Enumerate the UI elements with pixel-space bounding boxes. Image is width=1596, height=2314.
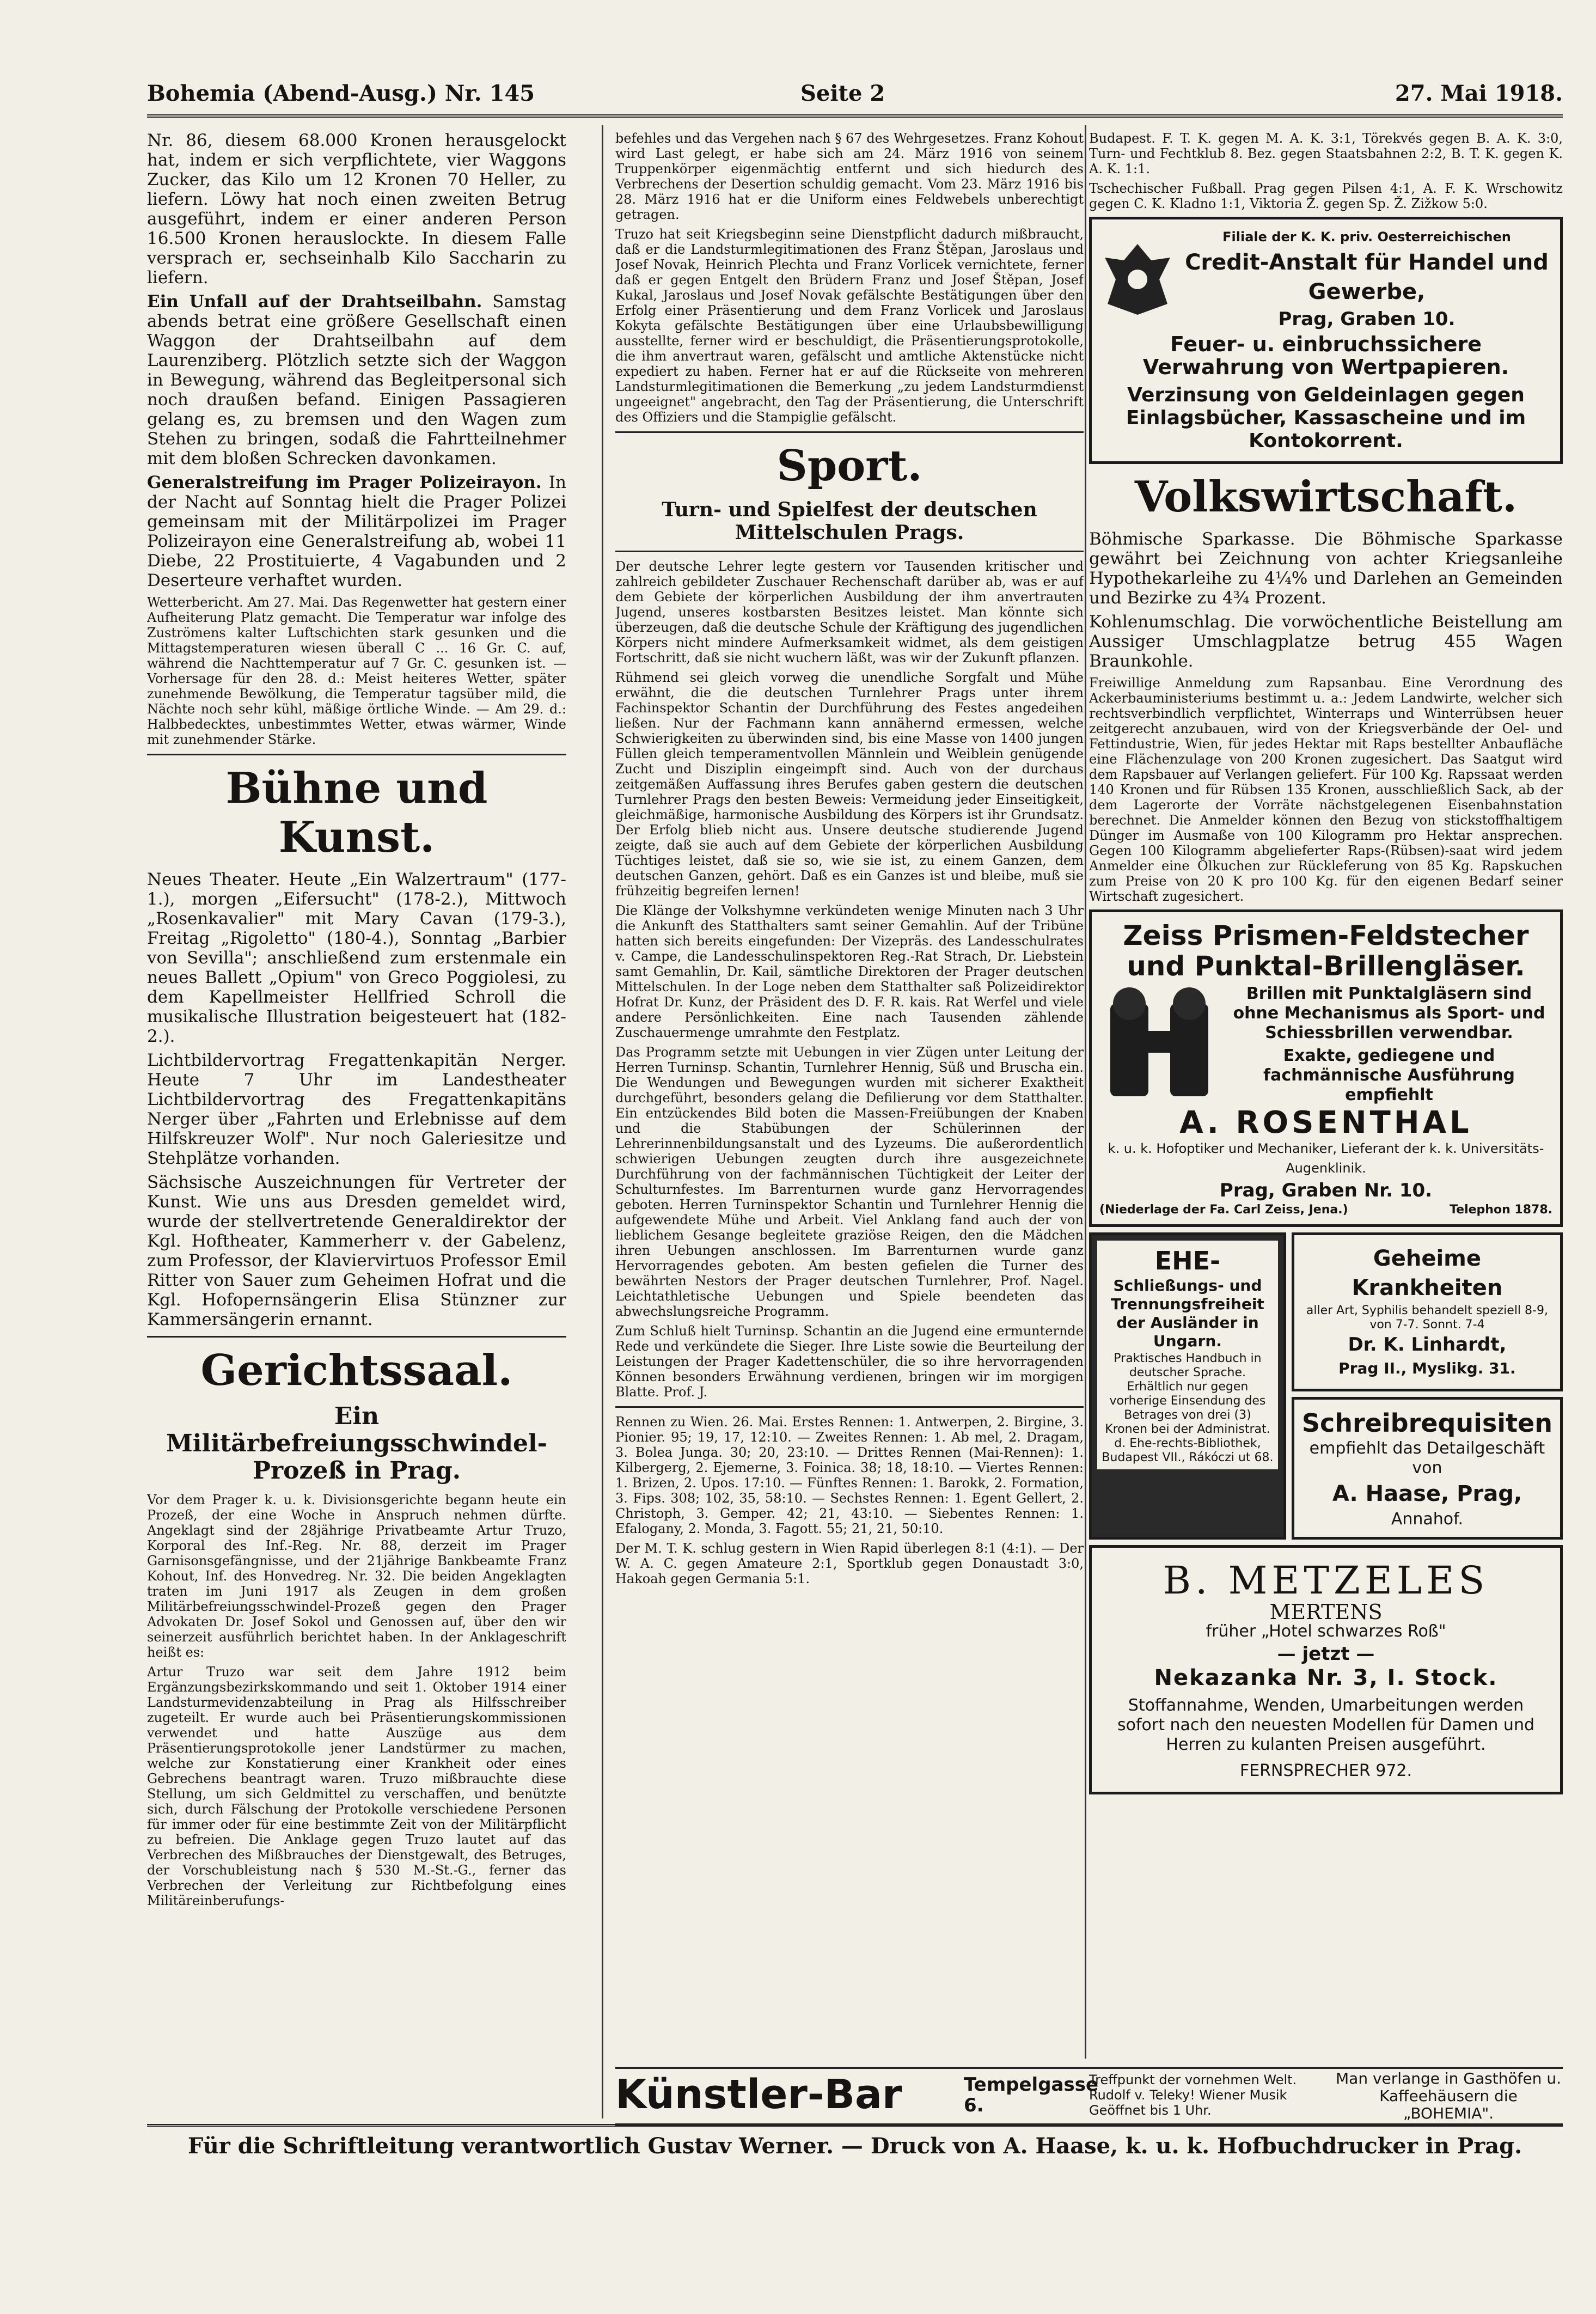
ad-line: A. ROSENTHAL (1179, 1105, 1472, 1140)
football-results: Tschechischer Fußball. Prag gegen Pilsen 4:1, A. F. K. Wrschowitz gegen C. K. Kladno 1:1, Viktoria Ž. gegen Sp. Ž. Zižkow 5:0. (1089, 181, 1563, 211)
ad-line: FERNSPRECHER 972. (1239, 1761, 1412, 1780)
ad-credit-text (1181, 227, 1552, 332)
section-title-volk: Volkswirtschaft. (1134, 472, 1518, 522)
section-title-sport: Sport. (776, 441, 922, 491)
ad-line: Exakte, gediegene und fachmännische Ausführung empfiehlt (1263, 1046, 1515, 1104)
ad-line: Schließungs- und Trennungsfreiheit der Ausländer in Ungarn. (1111, 1277, 1264, 1350)
header-masthead: Bohemia (Abend-Ausg.) Nr. 145 (147, 81, 535, 106)
ad-zeiss (1089, 909, 1563, 1227)
ad-krankheiten (1292, 1232, 1563, 1391)
ad-line: Stoffannahme, Wenden, Umarbeitungen werden sofort nach den neuesten Modellen für Damen und Herren zu kulanten Preisen ausgeführt. (1117, 1696, 1534, 1754)
ad-credit-anstalt (1089, 217, 1563, 464)
header-page-number: Seite 2 (800, 81, 885, 106)
divider (615, 1406, 1084, 1408)
header-date: 27. Mai 1918. (1395, 81, 1563, 106)
lecture-notice: Lichtbildervortrag Fregattenkapitän Nerger. Heute 7 Uhr im Landestheater Lichtbildervortrag des Fregattenkapitäns Nerger über „Fahrten und Erlebnisse auf dem Hilfskreuzer Wolf". Nur noch Galeriesitze und Stehplätze vorhanden. (147, 1051, 566, 1168)
article-headline: Ein Militärbefreiungsschwindel-Prozeß in Prag. (166, 1402, 547, 1485)
ad-credit-top (1099, 227, 1552, 332)
newspaper-page (147, 76, 1563, 2178)
football-results: Der M. T. K. schlug gestern in Wien Rapid überlegen 8:1 (4:1). — Der W. A. C. gegen Amateure 2:1, Sportklub gegen Donaustadt 3:0, Hakoah gegen Germania 5:1. (615, 1541, 1084, 1586)
ad-line: Prag, Graben Nr. 10. (1219, 1180, 1433, 1201)
ad-line: Dr. K. Linhardt, (1348, 1334, 1507, 1356)
ad-line: Zeiss Prismen-Feldstecher (1123, 920, 1529, 951)
ad-line: Verzinsung von Geldeinlagen gegen Einlagsbücher, Kassascheine und im Kontokorrent. (1126, 384, 1526, 452)
kuenstler-bar-address: Tempelgasse 6. (964, 2074, 1099, 2116)
divider (615, 551, 1084, 552)
football-results: Budapest. F. T. K. gegen M. A. K. 3:1, Törekvés gegen B. A. K. 3:0, Turn- und Fechtklub 8. Bez. gegen Staatsbahnen 2:2, B. T. K. gegen K. A. K. 1:1. (1089, 131, 1563, 176)
ad-line: früher „Hotel schwarzes Roß" (1206, 1622, 1446, 1641)
theater-notice: Neues Theater. Heute „Ein Walzertraum" (177-1.), morgen „Eifersucht" (178-2.), Mittwoch „Rosenkavalier" mit Mary Cavan (179-3.), Freitag „Rigoletto" (180-4.), Sonntag „Barbier von Sevilla"; anschließend zum erstenmale ein neues Ballett „Opium" von Greco Poggiolesi, zu dem Kapellmeister Hellfried Schroll die musikalische Illustration beigesteuert hat (182-2.). (147, 870, 566, 1046)
ad-line: Schreibrequisiten (1301, 1408, 1552, 1438)
ad-line: Filiale der K. K. priv. Oesterreichischen (1222, 229, 1511, 245)
article-headline: Turn- und Spielfest der deutschen Mittelschulen Prags. (662, 498, 1037, 544)
column-1 (147, 131, 566, 2102)
award-notice: Sächsische Auszeichnungen für Vertreter der Kunst. Wie uns aus Dresden gemeldet wird, wurde der stellvertretende Generaldirektor der Kgl. Hoftheater, Kammerherr v. der Gabelenz, zum Professor, der Klaviervirtuos Professor Emil Ritter von Sauer zum Geheimen Hofrat und die Kgl. Hofopernsängerin Elisa Stünzner zur Kammersängerin ernannt. (147, 1173, 566, 1329)
ad-zeiss-body (1099, 982, 1552, 1107)
ad-line: EHE- (1154, 1246, 1221, 1275)
article-text: Freiwillige Anmeldung zum Rapsanbau. Eine Verordnung des Ackerbauministeriums bestimmt u. a.: Jedem Landwirte, welcher sich rechtsverbindlich verpflichtet, Winterraps und Winterrübsen heuer zeitgerecht anzubauen, wird von der Kriegsverbände der Oel- und Fettindustrie, Wien, für jedes Hektar mit Raps bestellter Anbaufläche eine Flächenzulage von 200 Kronen zugesichert. Das Saatgut wird dem Rapsbauer auf Verlangen geliefert. Für 100 Kg. Rapssaat werden 140 Kronen und für Rübsen 135 Kronen, ausschließlich Sack, ab der dem Lagerorte der Vorräte nächstgelegenen Eisenbahnstation berechnet. Die Anmelder können den Bezug von stickstoffhaltigem Dünger im Ausmaße von 100 Kilogramm pro Hektar ansprechen. Gegen 100 Kilogramm abgelieferter Raps-(Rübsen)-saat wird jedem Anmelder eine Ölkuchen zur Rückleferung von 85 Kg. Rapskuchen zum Preise von 20 K pro 100 Kg. für den eigenen Bedarf seiner Wirtschaft zugesichert. (1089, 675, 1563, 904)
binoculars-icon (1099, 982, 1219, 1107)
imprint-footer: Für die Schriftleitung verantwortlich Gustav Werner. — Druck von A. Haase, k. u. k. Hofbuchdrucker in Prag. (147, 2124, 1563, 2159)
article-text: befehles und das Vergehen nach § 67 des Wehrgesetzes. Franz Kohout wird Last gelegt, er habe sich am 24. März 1916 von seinem Truppenkörper eigenmächtig entfernt und sich hiedurch des Verbrechens der Desertion schuldig gemacht. Vom 23. März 1916 bis 28. März 1916 hat er die Uniform eines Feldwebels unberechtigt getragen. (615, 131, 1084, 222)
article-text (147, 473, 566, 590)
article-text: Der deutsche Lehrer legte gestern vor Tausenden kritischer und zahlreich gebildeter Zuschauer Rechenschaft darüber ab, was er auf dem Gebiete der körperlichen Ausbildung der ihm anvertrauten Jugend, unseres kostbarsten Besitzes leistet. Man könnte sich überzeugen, daß die deutsche Schule der Kräftigung des jugendlichen Körpers nicht mindere Aufmerksamkeit widmet, als dem geistigen Fortschritt, daß sie nicht wuchern läßt, was wir der Zukunft pflanzen. (615, 559, 1084, 665)
article-heading: Generalstreifung im Prager Polizeirayon. (147, 473, 542, 492)
ad-line: Prag, Graben 10. (1278, 308, 1456, 330)
bohemia-notice: Man verlange in Gasthöfen u. Kaffeehäusern die „BOHEMIA". (1336, 2069, 1561, 2122)
ad-line: B. METZELES (1163, 1558, 1489, 1603)
ad-line: Telephon 1878. (1450, 1203, 1552, 1217)
article-text: Vor dem Prager k. u. k. Divisionsgerichte begann heute ein Prozeß, der eine Woche in Anspruch nehmen dürfte. Angeklagt sind der 28jährige Privatbeamte Artur Truzo, Korporal des Inf.-Reg. Nr. 88, derzeit im Prager Garnisonsgefängnisse, und der 21jährige Bankbeamte Franz Kohout, Inf. des Honvedreg. Nr. 32. Die beiden Angeklagten traten im Juni 1917 als Zeugen in dem großen Militärbefreiungsschwindel-Prozeß gegen den Prager Advokaten Dr. Josef Sokol und Genossen auf, über den wir seinerzeit ausführlich berichtet haben. In der Anklageschrift heißt es: (147, 1492, 566, 1660)
ad-schreibrequisiten (1292, 1397, 1563, 1540)
ad-line: empfiehlt das Detailgeschäft von (1309, 1439, 1545, 1477)
article-text: Artur Truzo war seit dem Jahre 1912 beim Ergänzungsbezirkskommando und seit 1. Oktober 1914 einer Landsturmevidenzabteilung in Prag als Hilfsschreiber zugeteilt. Er wurde auch bei Präsentierungskommissionen verwendet und hatte Auszüge aus dem Präsentierungsprotokolle jener Landstürmer zu machen, welche zur Konstatierung einer Krankheit oder eines Gebrechens beantragt waren. Truzo mißbrauchte diese Stellung, um sich Geldmittel zu verschaffen, und benützte sich, durch Fälschung der Protokolle verschiedene Personen für immer oder für eine bestimmte Zeit von der Militärpflicht zu befreien. Die Anklage gegen Truzo lautet auf das Verbrechen des Mißbrauches der Dienstgewalt, des Betruges, der Vorschubleistung nach § 530 M.-St.-G., ferner das Verbrechen der Verleitung zur Richtbefolgung eines Militäreinberufungs- (147, 1664, 566, 1908)
article-heading: Ein Unfall auf der Drahtseilbahn. (147, 292, 482, 312)
article-text: Rühmend sei gleich vorweg die unendliche Sorgfalt und Mühe erwähnt, die die deutschen Turnlehrer Prags unter ihrem Fachinspektor Schantin der Durchführung des Festes angedeihen ließen. Nur der Fachmann kann annähernd ermessen, welche Schwierigkeiten zu überwinden sind, bis eine Masse von 1400 jungen Füllen gleich temperamentvollen Männlein und Weiblein genügende Zucht und Disziplin eingeimpft sind. Auch von der durchaus zeitgemäßen Auffassung ihres Berufes gaben gestern die deutschen Turnlehrer Prags den besten Beweis: Vermeidung jeder Einseitigkeit, gleichmäßige, harmonische Ausbildung des Körpers ist ihr Grundsatz. Der Erfolg blieb nicht aus. Unsere deutsche studierende Jugend zeigte, daß sie auch auf dem Gebiete der körperlichen Ausbildung Tüchtiges leistet, daß sie so, wie sie ist, zu einem Ganzen, dem deutschen Ganzen, gehört. Daß es ein Ganzes ist und bleibe, muß sie frühzeitig begreifen lernen! (615, 670, 1084, 899)
ad-zeiss-bottom (1099, 1203, 1552, 1217)
page-header (147, 76, 1563, 118)
kuenstler-bar-title: Künstler-Bar (615, 2071, 902, 2118)
column-3 (1089, 131, 1563, 2102)
eagle-crest-icon (1099, 239, 1176, 320)
ad-line: Geheime Krankheiten (1352, 1246, 1503, 1301)
kuenstler-bar-info: Treffpunkt der vornehmen Welt. Rudolf v. Teleky! Wiener Musik Geöffnet bis 1 Uhr. (1089, 2072, 1297, 2118)
article-text (147, 292, 566, 468)
article-text: Nr. 86, diesem 68.000 Kronen herausgelockt hat, indem er sich verpflichtete, vier Waggons Zucker, das Kilo um 12 Kronen 70 Heller, zu liefern. Löwy hat noch einen zweiten Betrug ausgeführt, indem er einer anderen Person 16.500 Kronen herauslockte. In diesem Falle versprach er, sechseinhalb Kilo Saccharin zu liefern. (147, 131, 566, 288)
ad-line: — jetzt — (1277, 1643, 1375, 1665)
ad-line: Credit-Anstalt für Handel und Gewerbe, (1185, 250, 1549, 304)
section-title-gericht: Gerichtssaal. (200, 1346, 513, 1395)
ad-line: Prag II., Myslikg. 31. (1338, 1359, 1516, 1377)
article-text: Das Programm setzte mit Uebungen in vier Zügen unter Leitung der Herren Turninsp. Schantin, Turnlehrer Hennig, Süß und Bruscha ein. Die Wendungen und Bewegungen wurden mit sicherer Exaktheit durchgeführt, besonders gelang die Defilierung vor dem Statthalter. Ein entzückendes Bild boten die Massen-Freiübungen der Knaben und die Stabübungen der Schülerinnen der Lehrerinnenbildungsanstalt und des Lyzeums. Die außerordentlich schwierigen Uebungen zeugten durch ihre ausgezeichnete Durchführung von der fachmännischen Tüchtigkeit der Leiter der Schulturnfestes. Im Barrenturnen wurde ganz Hervorragendes geboten. Herren Turninspektor Schantin und Turnlehrer Hennig die aufgewendete Mühe und Arbeit. Viel Anklang fand auch der von lieblichem Gesange begleitete graziöse Reigen, den die Mädchen ihren Uebungen anschlossen. Im Barrenturnen wurde ganz Hervorragendes geboten. Am besten gefielen die Turner des bewährten Nestors der Prager deutschen Turnlehrer, Prof. Nagel. Leichtathletische Uebungen und Spiele beendeten das abwechslungsreiche Programm. (615, 1045, 1084, 1319)
ad-stack (1292, 1232, 1563, 1540)
column-divider (602, 125, 603, 2118)
ad-ehe (1089, 1232, 1286, 1540)
ad-line: A. Haase, Prag, (1332, 1481, 1522, 1506)
ad-line: Brillen mit Punktalgläsern sind ohne Mechanismus als Sport- und Schiessbrillen verwendbar. (1233, 984, 1545, 1042)
article-body: In der Nacht auf Sonntag hielt die Prager Polizei gemeinsam mit der Militärpolizei im Prager Polizeirayon eine Generalstreifung ab, wobei 11 Diebe, 22 Prostituierte, 4 Vagabunden und 2 Deserteure verhaftet wurden. (147, 473, 566, 590)
article-text: Die Klänge der Volkshymne verkündeten wenige Minuten nach 3 Uhr die Ankunft des Statthalters samt seiner Gemahlin. Auf der Tribüne hatten sich bereits eingefunden: Der Vizepräs. des Landesschulrates v. Campe, die Landesschulinspektoren Reg.-Rat Strach, Dr. Liebstein samt Gemahlin, Dr. Kail, sämtliche Direktoren der Prager deutschen Mittelschulen. In der Loge neben dem Statthalter saß Polizeidirektor Hofrat Dr. Kunz, der Präsident des D. F. R. kais. Rat Werfel und viele andere Persönlichkeiten. Eine nach Tausenden zählende Zuschauermenge umrahmte den Festplatz. (615, 903, 1084, 1040)
article-text: Böhmische Sparkasse. Die Böhmische Sparkasse gewährt bei Zeichnung von achter Kriegsanleihe Hypothekarleihe zu 4¼% und Darlehen an Gemeinden und Bezirke zu 4¾ Prozent. (1089, 529, 1563, 608)
article-text: Truzo hat seit Kriegsbeginn seine Dienstpflicht dadurch mißbraucht, daß er die Landsturmlegitimationen des Franz Štěpan, Jaroslaus und Josef Novak, Heinrich Plechta und Franz Vorlicek vernichtete, ferner daß er gegen Entgelt den Brüdern Franz und Josef Štěpan, Josef Kukal, Jaroslaus und Josef Novak gefälschte Bestätigungen über den Erfolg einer Präsentierung und dem Franz Vorlicek und Jaroslaus Kokyta gefälschte Bestätigungen über eine Urlaubsbewilligung ausstellte, ferner wird er beschuldigt, die Präsentierungsprotokolle, die ihm anvertraut waren, gefälscht und amtliche Aktenstücke nicht expediert zu haben. Ferner hat er auf die Rückseite von mehreren Landsturmlegitimationen die Bemerkung „zu jedem Landsturmdienst ungeeignet" angebracht, den Tag der Präsentierung, die Unterschrift des Offiziers und die Stampiglie gefälscht. (615, 227, 1084, 425)
ad-line: Praktisches Handbuch in deutscher Sprache. Erhältlich nur gegen vorherige Einsendung des Betrages von drei (3) Kronen bei der Administrat. d. Ehe-rechts-Bibliothek, Budapest VII., Rákóczi ut 68. (1102, 1352, 1274, 1464)
column-2 (615, 131, 1084, 2113)
section-title-buehne: Bühne und Kunst. (225, 764, 488, 862)
ad-line: k. u. k. Hofoptiker und Mechaniker, Lieferant der k. k. Universitäts-Augenklinik. (1108, 1141, 1544, 1176)
article-text: Zum Schluß hielt Turninsp. Schantin an die Jugend eine ermunternde Rede und verkündete die Sieger. Ihre Liste sowie die Beurteilung der Leistungen der Prager Kadettenschüler, die so ihre hervorragenden Können besonders Erwähnung verdienen, bringen wir im morgigen Blatte. Prof. J. (615, 1323, 1084, 1400)
column-divider (1085, 125, 1086, 2059)
bottom-ad-bar (615, 2067, 1563, 2126)
ad-line: Nekazanka Nr. 3, I. Stock. (1154, 1665, 1498, 1690)
ad-line: Feuer- u. einbruchssichere Verwahrung von Wertpapieren. (1142, 332, 1509, 379)
article-body: Samstag abends betrat eine größere Gesellschaft einen Waggon der Drahtseilbahn auf dem Laurenziberg. Plötzlich setzte sich der Waggon in Bewegung, während das Begleitpersonal sich noch draußen befand. Einigen Passagieren gelang es, zu bremsen und den Wagen zum Stehen zu bringen, sodaß die Fahrtteilnehmer mit dem bloßen Schrecken davonkamen. (147, 292, 566, 468)
article-text: Kohlenumschlag. Die vorwöchentliche Beistellung am Aussiger Umschlagplatze betrug 455 Wagen Braunkohle. (1089, 612, 1563, 671)
ad-line: und Punktal-Brillengläser. (1127, 950, 1525, 982)
ad-zeiss-text (1226, 984, 1552, 1105)
weather-report: Wetterbericht. Am 27. Mai. Das Regenwetter hat gestern einer Aufheiterung Platz gemacht. Die Temperatur war infolge des Zuströmens kalter Luftschichten stark gesunken und die Mittagstemperaturen wiesen überall C ... 16 Gr. C. auf, während die Nachttemperatur auf 7 Gr. C. gesunken ist. — Vorhersage für den 28. d.: Meist heiteres Wetter, später zunehmende Bewölkung, die Temperatur tagsüber mild, die Nächte noch sehr kühl, mäßige örtliche Winde. — Am 29. d.: Halbbedecktes, unbestimmtes Wetter, etwas wärmer, Winde mit zunehmender Stärke. (147, 595, 566, 747)
divider (615, 431, 1084, 433)
ad-line: (Niederlage der Fa. Carl Zeiss, Jena.) (1099, 1203, 1348, 1217)
ad-line: Annahof. (1391, 1510, 1464, 1529)
ad-ehe-inner (1097, 1241, 1278, 1469)
divider (147, 754, 566, 755)
ad-metzeles (1089, 1545, 1563, 1794)
ad-line: MERTENS (1269, 1600, 1383, 1624)
divider (147, 1336, 566, 1338)
ad-line: aller Art, Syphilis behandelt speziell 8-9, von 7-7. Sonnt. 7-4 (1306, 1304, 1548, 1332)
ad-row (1089, 1232, 1563, 1540)
race-results: Rennen zu Wien. 26. Mai. Erstes Rennen: 1. Antwerpen, 2. Birgine, 3. Pionier. 95; 19, 17, 12:10. — Zweites Rennen: 1. Ab mel, 2. Dragam, 3. Bolea Junga. 30; 20, 23:10. — Drittes Rennen (Mai-Rennen): 1. Kilbergerg, 2. Ejemerne, 3. Foinica. 38; 18, 18:10. — Viertes Rennen: 1. Brizen, 2. Upos. 17:10. — Fünftes Rennen: 1. Barokk, 2. Formation, 3. Fips. 308; 102, 35, 58:10. — Sechstes Rennen: 1. Egent Gellert, 2. Christoph, 3. Gemper. 42; 21, 43:10. — Siebentes Rennen: 1. Efalogany, 2. Monda, 3. Fagott. 55; 21, 21, 50:10. (615, 1414, 1084, 1536)
